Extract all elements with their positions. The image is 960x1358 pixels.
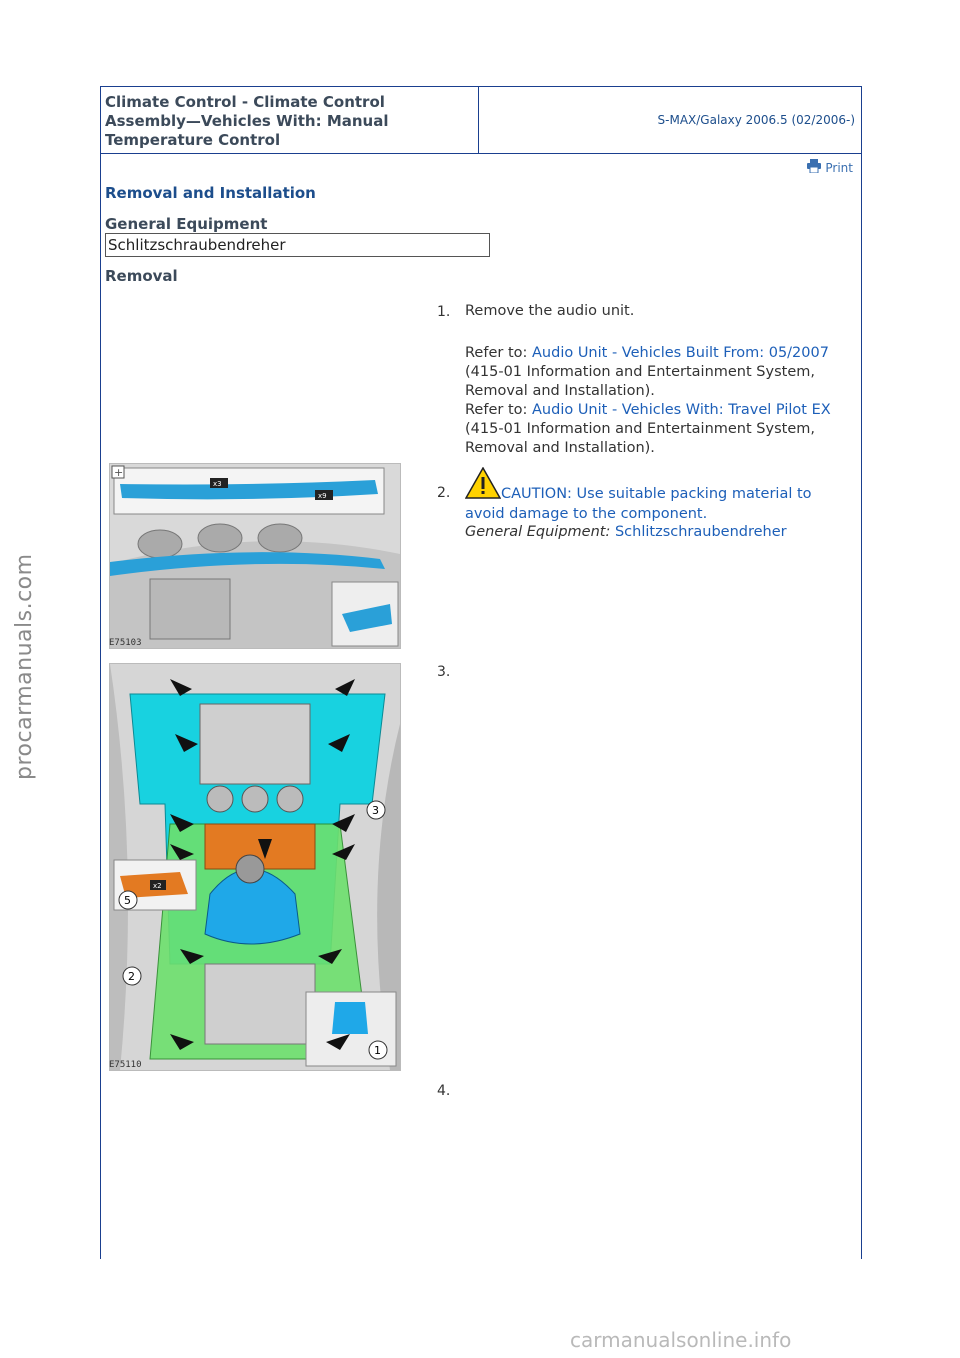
step-1-number: 1. bbox=[437, 304, 451, 320]
ref1-rest: (415-01 Information and Entertainment System, Removal and Installation). bbox=[465, 364, 815, 399]
equipment-label: General Equipment: bbox=[465, 524, 611, 540]
svg-text:x9: x9 bbox=[318, 492, 327, 500]
audio-unit-link-2[interactable]: Audio Unit - Vehicles With: Travel Pilot EX bbox=[532, 402, 831, 418]
svg-text:1: 1 bbox=[374, 1044, 381, 1057]
page-frame bbox=[100, 86, 862, 1259]
equipment-link[interactable]: Schlitzschraubendreher bbox=[614, 524, 787, 540]
step-2-figure bbox=[109, 463, 401, 649]
step-2-equipment bbox=[465, 523, 857, 542]
svg-text:5: 5 bbox=[124, 894, 131, 907]
general-equipment-item: Schlitzschraubendreher bbox=[105, 233, 490, 257]
document-title bbox=[101, 87, 479, 153]
step-4-number: 4. bbox=[437, 1083, 451, 1099]
document-header bbox=[101, 87, 861, 154]
print-button[interactable] bbox=[806, 159, 853, 176]
step-1-refs bbox=[465, 344, 857, 458]
printer-icon bbox=[806, 159, 822, 176]
step-2-caution: CAUTION: Use suitable packing material to avoid damage to the component. bbox=[465, 486, 812, 522]
step-3-number: 3. bbox=[437, 664, 451, 680]
general-equipment-heading: General Equipment bbox=[105, 215, 268, 233]
dashboard-trim-illustration bbox=[110, 464, 400, 648]
step-3-figure-id: E75110 bbox=[109, 1060, 142, 1070]
svg-text:2: 2 bbox=[128, 970, 135, 983]
side-watermark: procarmanuals.com bbox=[12, 553, 37, 780]
title-line-1: Climate Control - Climate Control bbox=[105, 93, 385, 111]
section-title: Removal and Installation bbox=[105, 184, 316, 202]
title-line-3: Temperature Control bbox=[105, 131, 281, 149]
step-2-number: 2. bbox=[437, 485, 451, 501]
bottom-watermark: carmanualsonline.info bbox=[570, 1328, 792, 1352]
step-2-figure-id: E75103 bbox=[109, 638, 142, 648]
removal-heading: Removal bbox=[105, 267, 178, 285]
svg-text:x3: x3 bbox=[213, 480, 222, 488]
print-label[interactable]: Print bbox=[825, 160, 853, 175]
ref2-rest: (415-01 Information and Entertainment System, Removal and Installation). bbox=[465, 421, 815, 456]
svg-text:3: 3 bbox=[372, 804, 379, 817]
audio-unit-link-1[interactable]: Audio Unit - Vehicles Built From: 05/2007 bbox=[532, 345, 829, 361]
center-console-illustration bbox=[110, 664, 400, 1070]
ref-prefix: Refer to: bbox=[465, 345, 532, 361]
ref-prefix: Refer to: bbox=[465, 402, 532, 418]
model-label bbox=[480, 87, 861, 153]
svg-text:+: + bbox=[114, 466, 124, 479]
title-line-2: Assembly—Vehicles With: Manual bbox=[105, 112, 389, 130]
step-3-figure bbox=[109, 663, 401, 1071]
model-text: S-MAX/Galaxy 2006.5 (02/2006-) bbox=[657, 113, 855, 127]
svg-text:x2: x2 bbox=[153, 882, 162, 890]
step-1-text: Remove the audio unit. bbox=[465, 303, 635, 319]
